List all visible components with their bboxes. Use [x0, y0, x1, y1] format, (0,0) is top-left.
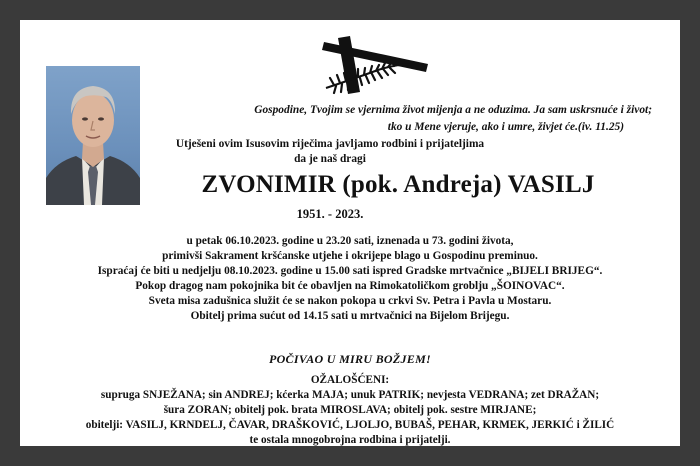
scripture-quote — [150, 102, 652, 136]
announcement-line: primivši Sakrament kršćanske utjehe i okrijepe blago u Gospodinu preminuo. — [162, 250, 538, 262]
mourners-heading: OŽALOŠĆENI: — [310, 374, 390, 386]
intro-text — [150, 137, 510, 167]
quote-line-2: tko u Mene vjeruje, ako i umre, živjet će.(iv. 11.25) — [387, 121, 624, 133]
mourners-line: supruga SNJEŽANA; sin ANDREJ; kćerka MAJA; unuk PATRIK; nevjesta VEDRANA; zet DRAŽAN; — [100, 389, 600, 401]
announcement-line: Ispraćaj će biti u nedjelju 08.10.2023. godine u 15.00 sati ispred Gradske mrtvačnice „BIJELI BRIJEG“. — [97, 265, 603, 277]
announcement-line: Obitelj prima sućut od 14.15 sati u mrtvačnici na Bijelom Brijegu. — [190, 310, 510, 322]
mourners-line: obitelji: VASILJ, KRNDELJ, ČAVAR, DRAŠKOVIĆ, LJOLJO, BUBAŠ, PEHAR, KRMEK, JERKIĆ i ŽILIĆ — [85, 419, 615, 431]
quote-line-1: Gospodine, Tvojim se vjernima život mijenja a ne oduzima. Ja sam uskrsnuće i život; — [254, 104, 652, 116]
announcement-line: u petak 06.10.2023. godine u 23.20 sati, iznenada u 73. godini života, — [186, 235, 514, 247]
life-years: 1951. - 2023. — [296, 207, 364, 221]
mourners-line: šura ZORAN; obitelj pok. brata MIROSLAVA; obitelj pok. sestre MIRJANE; — [163, 404, 537, 416]
announcement-text — [40, 234, 660, 324]
mourners-section — [40, 373, 660, 448]
cross-with-palm-branch-icon — [316, 34, 436, 96]
intro-line-1: Utješeni ovim Isusovim riječima javljamo rodbini i prijateljima — [175, 138, 485, 150]
portrait-photo — [46, 66, 140, 205]
mourners-line: te ostala mnogobrojna rodbina i prijatelji. — [249, 434, 451, 446]
deceased-name: ZVONIMIR (pok. Andreja) VASILJ — [201, 171, 595, 198]
announcement-line: Pokop dragog nam pokojnika bit će obavljen na Rimokatoličkom groblju „ŠOINOVAC“. — [135, 280, 565, 292]
obituary-card — [20, 20, 680, 446]
rest-in-peace-line: POČIVAO U MIRU BOŽJEM! — [268, 352, 432, 366]
announcement-line: Sveta misa zadušnica služit će se nakon pokopa u crkvi Sv. Petra i Pavla u Mostaru. — [148, 295, 552, 307]
intro-line-2: da je naš dragi — [294, 153, 366, 165]
